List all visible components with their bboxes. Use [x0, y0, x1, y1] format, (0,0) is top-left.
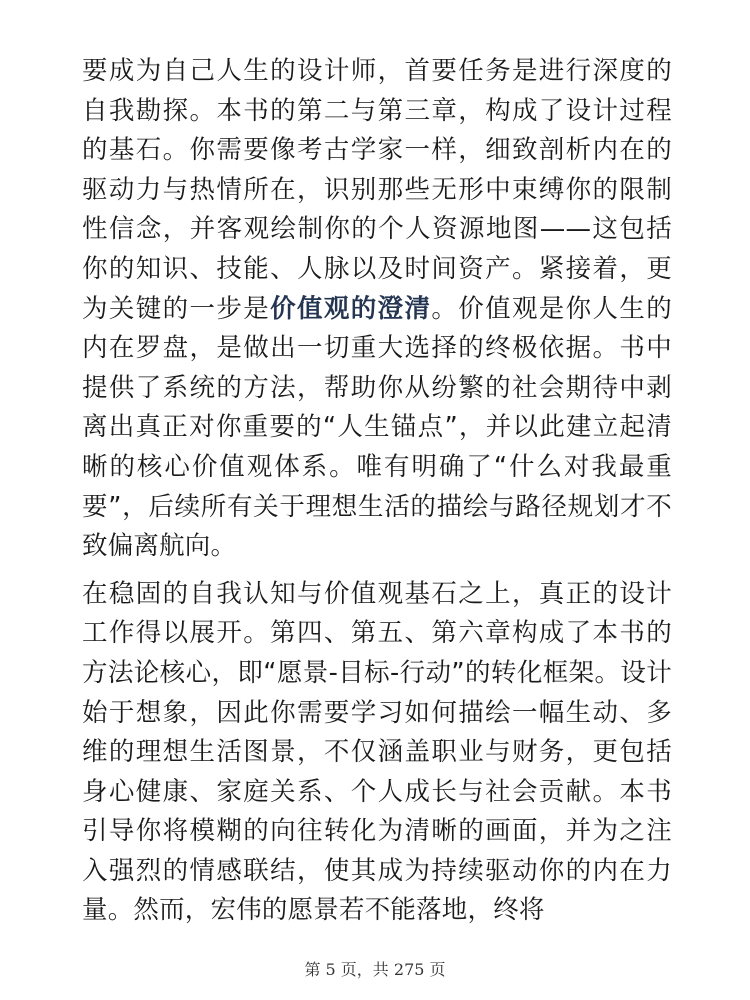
- page-number-footer: 第 5 页，共 275 页: [304, 960, 446, 979]
- paragraph-2: [82, 575, 672, 931]
- paragraph-2-text: 在稳固的自我认知与价值观基石之上，真正的设计工作得以展开。第四、第五、第六章构成了本书的方法论核心，即“愿景-目标-行动”的转化框架。设计始于想象，因此你需要学习如何描绘一幅生动、多维的理想生活图景，不仅涵盖职业与财务，更包括身心健康、家庭关系、个人成长与社会贡献。本书引导你将模糊的向往转化为清晰的画面，并为之注入强烈的情感联结，使其成为持续驱动你的内在力量。然而，宏伟的愿景若不能落地，终将: [82, 578, 672, 926]
- paragraph-1-text-before: 要成为自己人生的设计师，首要任务是进行深度的自我勘探。本书的第二与第三章，构成了设计过程的基石。你需要像考古学家一样，细致剖析内在的驱动力与热情所在，识别那些无形中束缚你的限制性信念，并客观绘制你的个人资源地图——这包括你的知识、技能、人脉以及时间资产。紧接着，更为关键的一步是: [82, 56, 672, 324]
- paragraph-1-text-after: 。价值观是你人生的内在罗盘，是做出一切重大选择的终极依据。书中提供了系统的方法，帮助你从纷繁的社会期待中剥离出真正对你重要的“人生锚点”，并以此建立起清晰的核心价值观体系。唯有明确了“什么对我最重要”，后续所有关于理想生活的描绘与路径规划才不致偏离航向。: [82, 293, 672, 562]
- paragraph-1: [82, 52, 672, 567]
- emphasis-values-clarification: 价值观的澄清: [270, 293, 432, 324]
- body-text: [82, 52, 672, 931]
